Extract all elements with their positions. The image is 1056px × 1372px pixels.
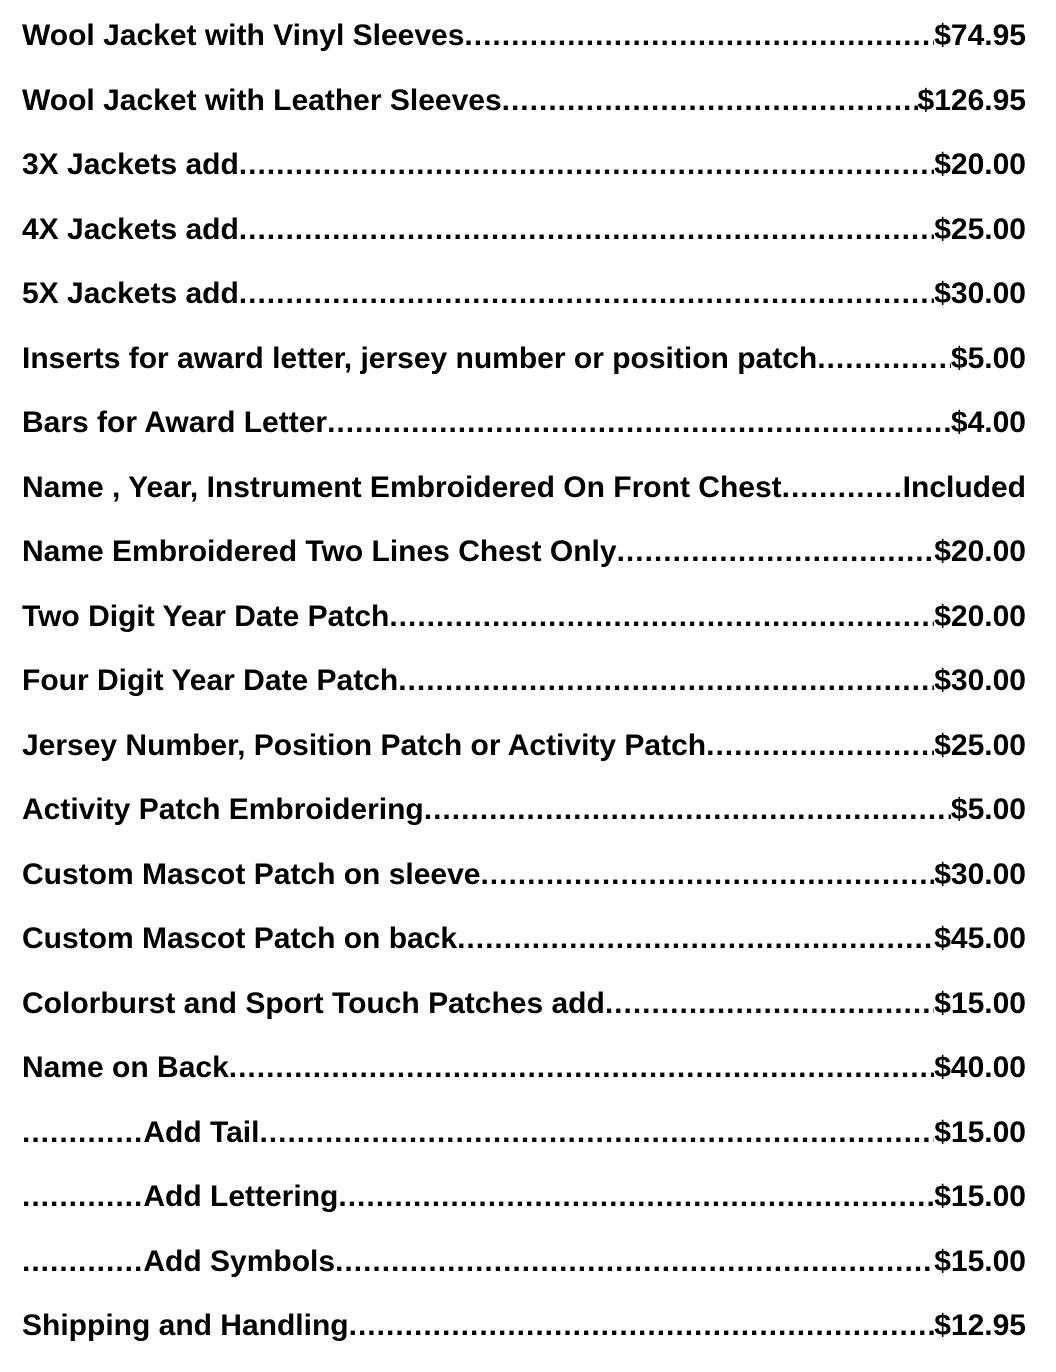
item-label: Activity Patch Embroidering: [22, 793, 424, 826]
price-row-two-lines: [22, 520, 1026, 585]
price-row-3x: [22, 133, 1026, 198]
price-row-mascot-back: [22, 907, 1026, 972]
dot-leader: [605, 972, 934, 1037]
dot-leader: [229, 1036, 934, 1101]
price-row-bars: [22, 391, 1026, 456]
price-row-four-digit: [22, 649, 1026, 714]
dot-leader: [239, 198, 934, 263]
item-label: Colorburst and Sport Touch Patches add: [22, 986, 605, 1020]
item-label: Bars for Award Letter: [22, 406, 328, 439]
dot-leader: [259, 1101, 934, 1166]
dot-leader: [617, 520, 935, 585]
indent-leader: .............: [22, 1115, 144, 1149]
item-label: Custom Mascot Patch on back: [22, 922, 458, 955]
item-price: $40.00: [934, 1051, 1026, 1084]
dot-leader: [424, 778, 951, 843]
price-row-wool-leather: [22, 69, 1026, 134]
item-price: $20.00: [934, 535, 1026, 568]
item-label: Name , Year, Instrument Embroidered On Front Chest: [22, 470, 782, 504]
item-price: $20.00: [934, 599, 1026, 633]
price-row-mascot-sleeve: [22, 843, 1026, 908]
dot-leader: [327, 391, 951, 456]
item-label: Wool Jacket with Leather Sleeves: [22, 83, 502, 117]
item-label: Inserts for award letter, jersey number or position patch: [22, 341, 818, 375]
price-row-name-on-back: [22, 1036, 1026, 1101]
dot-leader: [817, 327, 951, 392]
item-price: $25.00: [934, 728, 1026, 762]
item-price: $126.95: [917, 83, 1026, 117]
dot-leader: [398, 649, 934, 714]
item-label: Add Tail: [143, 1115, 260, 1149]
item-price: Included: [902, 470, 1026, 504]
item-price: $5.00: [950, 793, 1026, 826]
item-label: Shipping and Handling: [22, 1309, 349, 1342]
dot-leader: [349, 1294, 935, 1359]
item-price: $30.00: [934, 277, 1026, 310]
item-price: $15.00: [934, 1115, 1026, 1149]
item-price: $15.00: [934, 1180, 1026, 1213]
item-label: Add Symbols: [143, 1244, 336, 1278]
item-label: 4X Jackets add: [22, 212, 239, 246]
price-row-4x: [22, 198, 1026, 263]
item-price: $74.95: [934, 19, 1026, 52]
indent-leader: .............: [22, 1180, 144, 1213]
price-list: [22, 4, 1026, 1359]
item-label: Jersey Number, Position Patch or Activity Patch: [22, 728, 707, 762]
price-row-activity-embroidering: [22, 778, 1026, 843]
dot-leader: [239, 262, 934, 327]
price-row-add-tail: [22, 1101, 1026, 1166]
dot-leader: [706, 714, 934, 779]
price-row-shipping: [22, 1294, 1026, 1359]
item-price: $20.00: [934, 148, 1026, 181]
dot-leader: [782, 456, 903, 521]
indent-leader: .............: [22, 1244, 144, 1278]
dot-leader: [480, 843, 934, 908]
item-label: Custom Mascot Patch on sleeve: [22, 857, 481, 891]
dot-leader: [335, 1230, 934, 1295]
item-label: Two Digit Year Date Patch: [22, 599, 390, 633]
dot-leader: [389, 585, 934, 650]
item-price: $25.00: [934, 212, 1026, 246]
item-label: Add Lettering: [143, 1180, 339, 1213]
item-price: $5.00: [950, 341, 1026, 375]
item-price: $45.00: [934, 922, 1026, 955]
price-row-wool-vinyl: [22, 4, 1026, 69]
price-row-add-symbols: [22, 1230, 1026, 1295]
item-price: $15.00: [934, 1244, 1026, 1278]
item-price: $15.00: [934, 986, 1026, 1020]
item-price: $12.95: [934, 1309, 1026, 1342]
dot-leader: [464, 4, 934, 69]
dot-leader: [338, 1165, 934, 1230]
item-label: Name Embroidered Two Lines Chest Only: [22, 535, 617, 568]
price-row-colorburst: [22, 972, 1026, 1037]
dot-leader: [457, 907, 934, 972]
item-price: $30.00: [934, 857, 1026, 891]
item-label: Name on Back: [22, 1051, 229, 1084]
price-row-5x: [22, 262, 1026, 327]
price-row-inserts: [22, 327, 1026, 392]
dot-leader: [239, 133, 934, 198]
price-row-jersey-number: [22, 714, 1026, 779]
price-row-front-chest: [22, 456, 1026, 521]
dot-leader: [502, 69, 918, 134]
item-label: 5X Jackets add: [22, 277, 239, 310]
item-label: Four Digit Year Date Patch: [22, 664, 399, 697]
price-row-two-digit: [22, 585, 1026, 650]
item-label: Wool Jacket with Vinyl Sleeves: [22, 19, 465, 52]
price-row-add-lettering: [22, 1165, 1026, 1230]
item-price: $30.00: [934, 664, 1026, 697]
item-label: 3X Jackets add: [22, 148, 239, 181]
item-price: $4.00: [950, 406, 1026, 439]
